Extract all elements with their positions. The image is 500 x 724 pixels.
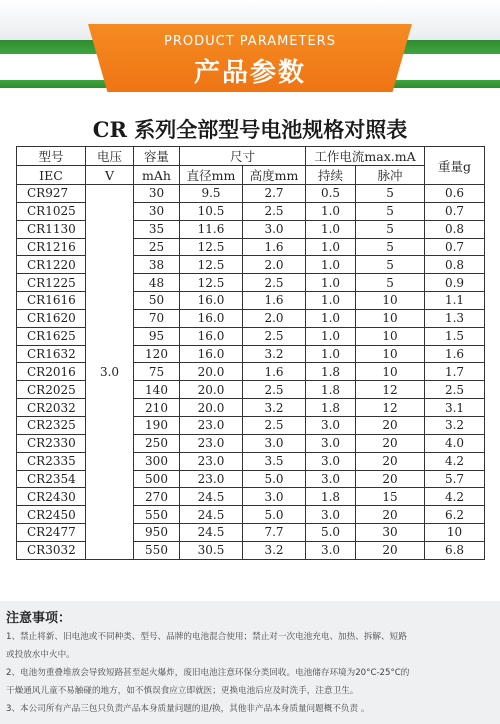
cell-diameter: 16.0 [180,345,243,363]
cell-diameter: 16.0 [180,327,243,345]
cell-pulse: 10 [356,292,425,310]
cell-height: 3.0 [243,434,306,452]
cell-model: CR1616 [17,292,86,310]
header-pulse: 脉冲 [356,166,425,185]
cell-height: 2.5 [243,416,306,434]
header-row-2 [17,166,485,185]
cell-model: CR1025 [17,202,86,220]
cell-weight: 1.7 [425,363,485,381]
cell-continuous: 1.0 [306,345,356,363]
cell-continuous: 1.0 [306,202,356,220]
cell-diameter: 24.5 [180,488,243,506]
cell-diameter: 10.5 [180,202,243,220]
cell-weight: 4.0 [425,434,485,452]
cell-weight: 1.6 [425,345,485,363]
cell-capacity: 30 [134,202,180,220]
cell-diameter: 20.0 [180,381,243,399]
notes-line: 3、本公司所有产品三包只负责产品本身质量问题的退/换，其他非产品本身质量问题概不负责 。 [6,704,370,714]
cell-model: CR2335 [17,452,86,470]
cell-height: 3.2 [243,399,306,417]
cell-continuous: 3.0 [306,416,356,434]
cell-weight: 3.2 [425,416,485,434]
cell-capacity: 48 [134,274,180,292]
cell-height: 2.5 [243,202,306,220]
cell-continuous: 1.0 [306,220,356,238]
cell-weight: 4.2 [425,488,485,506]
cell-pulse: 20 [356,541,425,559]
cell-height: 3.0 [243,220,306,238]
cell-continuous: 1.0 [306,327,356,345]
cell-weight: 1.1 [425,292,485,310]
cell-diameter: 20.0 [180,399,243,417]
header-capacity-unit: mAh [134,166,180,185]
cell-weight: 1.5 [425,327,485,345]
cell-height: 1.6 [243,292,306,310]
cell-pulse: 20 [356,506,425,524]
cell-capacity: 250 [134,434,180,452]
notes-heading: 注意事项： [6,611,72,626]
cell-height: 7.7 [243,524,306,542]
spec-table-body [17,185,485,560]
cell-continuous: 3.0 [306,452,356,470]
cell-continuous: 1.0 [306,292,356,310]
cell-diameter: 16.0 [180,292,243,310]
cell-capacity: 75 [134,363,180,381]
cell-height: 3.0 [243,488,306,506]
cell-pulse: 12 [356,399,425,417]
notes-panel [0,601,500,724]
cell-diameter: 11.6 [180,220,243,238]
cell-pulse: 12 [356,381,425,399]
cell-diameter: 20.0 [180,363,243,381]
cell-height: 2.0 [243,256,306,274]
header-current: 工作电流max.mA [306,147,425,166]
table-row [17,185,485,203]
cell-continuous: 3.0 [306,434,356,452]
cell-model: CR2325 [17,416,86,434]
cell-weight: 0.6 [425,185,485,203]
cell-model: CR1216 [17,238,86,256]
cell-weight: 0.7 [425,202,485,220]
cell-model: CR3032 [17,541,86,559]
cell-capacity: 140 [134,381,180,399]
cell-model: CR1130 [17,220,86,238]
banner-title: 产品参数 [193,58,306,88]
cell-capacity: 500 [134,470,180,488]
cell-model: CR1625 [17,327,86,345]
cell-height: 2.5 [243,274,306,292]
cell-voltage: 3.0 [86,185,134,560]
cell-capacity: 30 [134,185,180,203]
cell-height: 1.6 [243,238,306,256]
cell-weight: 0.9 [425,274,485,292]
cell-capacity: 120 [134,345,180,363]
header-capacity: 容量 [134,147,180,166]
header-voltage: 电压 [86,147,134,166]
cell-weight: 3.1 [425,399,485,417]
notes-line: 1、禁止将新、旧电池或不同种类、型号、品牌的电池混合使用；禁止对一次电池充电、加热、拆解、短路 [6,632,407,642]
cell-weight: 0.7 [425,238,485,256]
cell-pulse: 10 [356,309,425,327]
cell-model: CR2430 [17,488,86,506]
cell-capacity: 95 [134,327,180,345]
cell-capacity: 35 [134,220,180,238]
cell-height: 5.0 [243,470,306,488]
cell-diameter: 23.0 [180,434,243,452]
cell-model: CR1225 [17,274,86,292]
cell-weight: 4.2 [425,452,485,470]
cell-pulse: 30 [356,524,425,542]
cell-pulse: 10 [356,327,425,345]
cell-height: 3.5 [243,452,306,470]
cell-diameter: 12.5 [180,256,243,274]
cell-model: CR1632 [17,345,86,363]
cell-model: CR2032 [17,399,86,417]
notes-line: 或投放水中火中。 [6,650,75,660]
cell-weight: 1.3 [425,309,485,327]
header-diameter: 直径mm [180,166,243,185]
cell-pulse: 10 [356,345,425,363]
cell-pulse: 20 [356,416,425,434]
cell-diameter: 23.0 [180,470,243,488]
cell-diameter: 30.5 [180,541,243,559]
cell-height: 2.5 [243,381,306,399]
cell-capacity: 190 [134,416,180,434]
notes-line: 2、电池勿重叠堆放会导致短路甚至起火爆炸，废旧电池注意环保分类回收。电池储存环境为20°C-25°C的 [6,668,410,678]
cell-model: CR1220 [17,256,86,274]
spec-table [16,146,485,560]
header-height: 高度mm [243,166,306,185]
cell-weight: 10 [425,524,485,542]
cell-pulse: 20 [356,470,425,488]
header-continuous: 持续 [306,166,356,185]
cell-capacity: 38 [134,256,180,274]
cell-capacity: 50 [134,292,180,310]
cell-model: CR2450 [17,506,86,524]
cell-capacity: 300 [134,452,180,470]
cell-pulse: 5 [356,274,425,292]
cell-weight: 0.8 [425,256,485,274]
header-row-1 [17,147,485,166]
cell-model: CR2477 [17,524,86,542]
cell-model: CR2330 [17,434,86,452]
cell-weight: 6.2 [425,506,485,524]
cell-capacity: 550 [134,541,180,559]
cell-pulse: 5 [356,220,425,238]
cell-weight: 6.8 [425,541,485,559]
cell-height: 5.0 [243,506,306,524]
cell-diameter: 23.0 [180,452,243,470]
cell-continuous: 3.0 [306,506,356,524]
cell-weight: 5.7 [425,470,485,488]
cell-continuous: 3.0 [306,541,356,559]
cell-capacity: 210 [134,399,180,417]
cell-model: CR2016 [17,363,86,381]
header-standard: IEC [17,166,86,185]
cell-model: CR927 [17,185,86,203]
cell-continuous: 1.8 [306,363,356,381]
cell-continuous: 5.0 [306,524,356,542]
cell-height: 3.2 [243,541,306,559]
cell-pulse: 20 [356,434,425,452]
cell-pulse: 5 [356,185,425,203]
cell-continuous: 1.8 [306,381,356,399]
cell-continuous: 1.0 [306,256,356,274]
cell-continuous: 1.0 [306,274,356,292]
header-weight: 重量g [425,147,485,185]
cell-pulse: 5 [356,202,425,220]
cell-capacity: 70 [134,309,180,327]
cell-pulse: 10 [356,363,425,381]
cell-continuous: 1.0 [306,309,356,327]
header-voltage-unit: V [86,166,134,185]
cell-height: 2.7 [243,185,306,203]
header-size: 尺寸 [180,147,306,166]
cell-pulse: 5 [356,256,425,274]
cell-continuous: 1.8 [306,488,356,506]
cell-weight: 0.8 [425,220,485,238]
header-model: 型号 [17,147,86,166]
cell-continuous: 1.0 [306,238,356,256]
cell-weight: 2.5 [425,381,485,399]
cell-pulse: 5 [356,238,425,256]
cell-model: CR1620 [17,309,86,327]
cell-continuous: 1.8 [306,399,356,417]
cell-diameter: 24.5 [180,524,243,542]
page-title: CR 系列全部型号电池规格对照表 [92,117,408,142]
cell-height: 3.2 [243,345,306,363]
cell-height: 2.0 [243,309,306,327]
cell-pulse: 15 [356,488,425,506]
notes-line: 干燥通风儿童不易触碰的地方，如不慎误食应立即就医；更换电池后应及时洗手，注意卫生。 [6,686,359,696]
cell-diameter: 12.5 [180,274,243,292]
cell-diameter: 16.0 [180,309,243,327]
cell-capacity: 25 [134,238,180,256]
cell-model: CR2025 [17,381,86,399]
cell-capacity: 950 [134,524,180,542]
cell-model: CR2354 [17,470,86,488]
cell-capacity: 550 [134,506,180,524]
cell-diameter: 12.5 [180,238,243,256]
cell-height: 2.5 [243,327,306,345]
cell-diameter: 23.0 [180,416,243,434]
cell-height: 1.6 [243,363,306,381]
cell-diameter: 9.5 [180,185,243,203]
cell-capacity: 270 [134,488,180,506]
banner-subtitle: PRODUCT PARAMETERS [164,34,336,49]
cell-continuous: 3.0 [306,470,356,488]
cell-pulse: 20 [356,452,425,470]
cell-continuous: 0.5 [306,185,356,203]
cell-diameter: 24.5 [180,506,243,524]
banner [0,0,500,95]
